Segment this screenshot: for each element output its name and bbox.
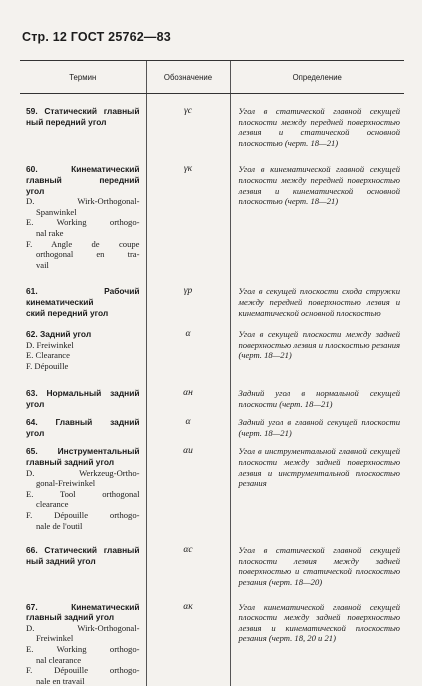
foreign-line: E. Clearance bbox=[26, 350, 70, 361]
foreign-line: E. Working orthogo- bbox=[26, 217, 140, 228]
symbol-cell: γк bbox=[146, 148, 230, 270]
term-cell bbox=[20, 438, 146, 531]
column-header-definition: Определение bbox=[230, 61, 404, 94]
foreign-equivalent bbox=[26, 623, 140, 644]
definition-cell bbox=[230, 380, 404, 409]
column-header-symbol: Обозначение bbox=[146, 61, 230, 94]
symbol-cell: α bbox=[146, 409, 230, 438]
term-cell bbox=[20, 270, 146, 318]
table-row bbox=[20, 380, 404, 409]
foreign-line: F. Dépouille orthogo- bbox=[26, 665, 140, 676]
definition-cell bbox=[230, 531, 404, 587]
foreign-line: E. Working orthogo- bbox=[26, 643, 140, 654]
term-name-line: 60. Кинематический bbox=[26, 164, 140, 175]
foreign-line: nale de l'outil bbox=[36, 520, 83, 531]
term-name-line: 67. Кинематический bbox=[26, 601, 140, 612]
foreign-equivalent bbox=[26, 665, 140, 686]
foreign-equivalent bbox=[26, 196, 140, 217]
foreign-line: Freiwinkel bbox=[36, 633, 74, 644]
term-name-line: угол bbox=[26, 398, 45, 409]
term-name-line: угол bbox=[26, 427, 45, 438]
foreign-line: nal rake bbox=[36, 227, 64, 238]
page-header: Стр. 12 ГОСТ 25762—83 bbox=[22, 30, 171, 44]
definition-cell bbox=[230, 94, 404, 149]
definition-text: Угол в секущей плоскости схода стружки между передней поверхностью лезвия и кинематической основной плоскостью bbox=[238, 286, 400, 318]
column-header-term: Термин bbox=[20, 61, 146, 94]
definition-cell bbox=[230, 270, 404, 318]
foreign-equivalent bbox=[26, 350, 140, 361]
table-header-row bbox=[20, 61, 404, 94]
term-name-line: 62. Задний угол bbox=[26, 329, 92, 340]
symbol-cell: αи bbox=[146, 438, 230, 531]
term-name-line: ный задний угол bbox=[26, 555, 96, 566]
term-name-line: 59. Статический главный bbox=[26, 106, 140, 116]
term-name-line: ный передний угол bbox=[26, 116, 107, 127]
definition-cell bbox=[230, 409, 404, 438]
foreign-equivalent bbox=[26, 644, 140, 665]
symbol-cell: αс bbox=[146, 531, 230, 587]
term-name-line: 66. Статический главный bbox=[26, 545, 140, 556]
foreign-equivalent bbox=[26, 489, 140, 510]
terms-table bbox=[20, 60, 404, 686]
definition-text: Задний угол в главной секущей плоскости (черт. 18—21) bbox=[238, 417, 400, 438]
definition-text: Угол в секущей плоскости между задней поверхностью лезвия и плоскостью резания (черт. 18—21) bbox=[238, 329, 400, 361]
term-name-line: главный передний bbox=[26, 174, 140, 185]
table-row bbox=[20, 531, 404, 587]
term-name-line: 61. Рабочий кинематический bbox=[26, 286, 140, 307]
foreign-equivalent bbox=[26, 239, 140, 271]
term-cell bbox=[20, 94, 146, 149]
symbol-cell: γс bbox=[146, 94, 230, 149]
term-name-line: 65. Инструментальный bbox=[26, 446, 140, 457]
foreign-line: nale en travail bbox=[36, 675, 85, 686]
term-name-line: 64. Главный задний bbox=[26, 417, 140, 428]
foreign-equivalent bbox=[26, 468, 140, 489]
foreign-line: E. Tool orthogonal bbox=[26, 488, 140, 499]
definition-text: Угол в инструментальной главной секущей плоскости между задней поверхностью лезвия и инструментальной плоскостью резания bbox=[238, 446, 400, 489]
table-row bbox=[20, 409, 404, 438]
term-name-line: 63. Нормальный задний bbox=[26, 388, 140, 399]
foreign-line: D. Werkzeug-Ortho- bbox=[26, 467, 140, 478]
table-row bbox=[20, 270, 404, 318]
term-name-line: ский передний угол bbox=[26, 307, 109, 318]
table-row bbox=[20, 94, 404, 149]
definition-text: Угол в статической главной секущей плоскости лезвия между задней поверхностью и статической плоскостью резания (черт. 18—20) bbox=[238, 545, 400, 587]
term-cell bbox=[20, 531, 146, 587]
foreign-line: D. Freiwinkel bbox=[26, 339, 74, 350]
definition-cell bbox=[230, 318, 404, 380]
foreign-line: D. Wirk-Orthogonal- bbox=[26, 196, 140, 207]
term-cell bbox=[20, 409, 146, 438]
definition-text: Угол кинематической главной секущей плоскости между задней поверхностью лезвия и кинематической плоскостью резания (черт. 18, 20 и 21) bbox=[238, 601, 400, 644]
definition-text: Задний угол в нормальной секущей плоскости (черт. 18—21) bbox=[238, 388, 400, 409]
table-row bbox=[20, 318, 404, 380]
foreign-line: orthogonal en tra- bbox=[36, 249, 140, 260]
symbol-cell: α bbox=[146, 318, 230, 380]
symbol-cell: γр bbox=[146, 270, 230, 318]
foreign-line: F. Angle de coupe bbox=[26, 238, 140, 249]
foreign-equivalent bbox=[26, 217, 140, 238]
foreign-line: gonal-Freiwinkel bbox=[36, 478, 96, 489]
foreign-line: vail bbox=[36, 259, 49, 270]
term-cell bbox=[20, 318, 146, 380]
term-name-line: главный задний угол bbox=[26, 457, 115, 468]
term-cell bbox=[20, 380, 146, 409]
foreign-equivalent bbox=[26, 340, 140, 351]
term-name-line: главный задний угол bbox=[26, 612, 115, 623]
foreign-line: D. Wirk-Orthogonal- bbox=[26, 622, 140, 633]
foreign-equivalent bbox=[26, 361, 140, 372]
definition-text: Угол в кинематической главной секущей плоскости между передней поверхностью лезвия и кинематической основной плоскостью (черт. 18—21) bbox=[238, 164, 400, 207]
symbol-cell: αн bbox=[146, 380, 230, 409]
definition-text: Угол в статической главной секущей плоскости между передней поверхностью лезвия и статической основной плоскостью (черт. 18—21) bbox=[238, 106, 400, 148]
foreign-line: F. Dépouille bbox=[26, 360, 69, 371]
table-row bbox=[20, 438, 404, 531]
foreign-line: F. Dépouille orthogo- bbox=[26, 510, 140, 521]
foreign-line: Spanwinkel bbox=[36, 206, 77, 217]
foreign-line: clearance bbox=[36, 499, 69, 510]
foreign-equivalent bbox=[26, 510, 140, 531]
definition-cell bbox=[230, 148, 404, 270]
term-name-line: угол bbox=[26, 185, 45, 196]
definition-cell bbox=[230, 438, 404, 531]
table-row bbox=[20, 148, 404, 270]
term-cell bbox=[20, 148, 146, 270]
foreign-line: nal clearance bbox=[36, 654, 82, 665]
symbol-cell: αк bbox=[146, 588, 230, 686]
